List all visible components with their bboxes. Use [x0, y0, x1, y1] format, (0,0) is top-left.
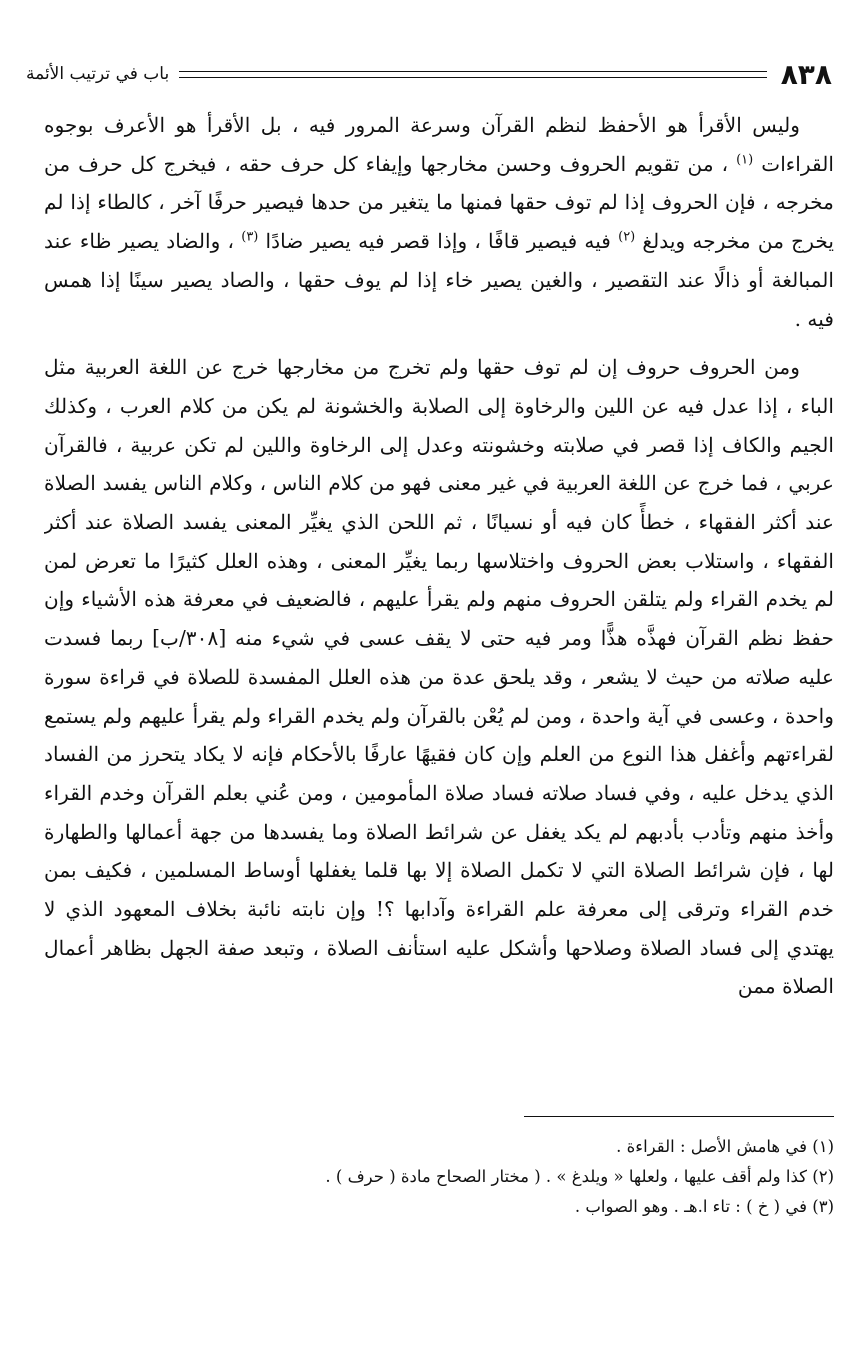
footnote-ref-3: (٣): [241, 229, 259, 245]
main-text: [44, 106, 834, 1096]
page-header: [26, 54, 832, 94]
footnote-1: (١) في هامش الأصل : القراءة .: [616, 1137, 834, 1156]
footnote-ref-2: (٢): [618, 229, 636, 245]
text-segment: فيه فيصير قافًا ، وإذا قصر فيه يصير ضادًا: [265, 229, 619, 254]
running-head: باب في ترتيب الأئمة: [26, 64, 170, 84]
footnotes: [44, 1132, 834, 1222]
paragraph-2: ومن الحروف حروف إن لم توف حقها ولم تخرج من مخارجها خرج عن اللغة العربية مثل الباء ، إذا عدل فيه عن اللين والرخاوة إلى الصلابة والخشونة لم يكن من كلام العرب ، وكذلك الجيم والكاف إذا قصر في صلابته وخشونته وعدل إلى الرخاوة واللين لم تكن عربية ، فالقرآن عربي ، فما خرج عن اللغة العربية في غير معنى فهو من كلام الناس ، وكلام الناس يفسد الصلاة عند أكثر الفقهاء ، خطأً كان فيه أو نسيانًا ، ثم اللحن الذي يغيِّر المعنى يفسد الصلاة عند أكثر الفقهاء ، واستلاب بعض الحروف واختلاسها ربما يغيِّر المعنى ، وهذه العلل كثيرًا ما تعرض لمن لم يخدم القراء ولم يتلقن الحروف منهم ولم يقرأ عليهم ، فالضعيف في معرفة هذه الأشياء وإن حفظ نظم القرآن فهذَّه هذًّا ومر فيه حتى لا يقف عسى في شيء منه [٣٠٨/ب] ربما فسدت عليه صلاته من حيث لا يشعر ، وقد يلحق عدة من هذه العلل المفسدة للصلاة في قراءة سورة واحدة ، وعسى في آية واحدة ، ومن لم يُعْن بالقرآن ولم يخدم القراء ولم يقرأ عليهم ولم يستمع لقراءتهم وأغفل هذا النوع من العلم وإن كان فقيهًا عارفًا بالأحكام فإنه لا يكاد يتحرز من الفساد الذي يدخل عليه ، وفي فساد صلاته فساد صلاة المأمومين ، ومن عُني بعلم القرآن وخدم القراء وأخذ منهم وتأدب بأدبهم لم يكد يغفل عن شرائط الصلاة وما يفسدها من جهة أعمالها والطهارة لها ، فإن شرائط الصلاة التي لا تكمل الصلاة إلا بها قلما يغفلها أوساط المسلمين ، فكيف بمن خدم القراء وترقى إلى معرفة علم القراءة وآدابها ؟! وإن نابته نائبة بخلاف المعهود الذي لا يهتدي إلى فساد الصلاة وصلاحها وأشكل عليه استأنف الصلاة ، وتبعد صفة الجهل بظاهر أعمال الصلاة ممن: [44, 355, 834, 999]
text-segment: ، من تقويم الحروف وحسن مخارجها وإيفاء كل حرف حقه ، فيخرج كل حرف من مخرجه ، فإن الحروف إذا لم توف حقها فمنها ما يتغير من حدها فيصير حرفًا آخر ، كالطاء إذا لم يخرج من مخرجه ويدلغ: [44, 151, 834, 254]
text-segment: ، والضاد يصير ظاء عند المبالغة أو ذالًا عند التقصير ، والغين يصير خاء إذا لم يوف حقها ، والصاد يصير سينًا إذا همس فيه .: [44, 229, 834, 331]
page-number: ٨٣٨: [780, 57, 832, 91]
footnote-2: (٢) كذا ولم أقف عليها ، ولعلها « ويلدغ » . ( مختار الصحاح مادة ( حرف ) .: [325, 1167, 834, 1186]
text-segment: وليس الأقرأ هو الأحفظ لنظم القرآن وسرعة المرور فيه ، بل الأقرأ هو الأعرف بوجوه القراءات: [44, 113, 834, 176]
paragraph-1: [44, 106, 834, 338]
footnote-ref-1: (١): [736, 151, 754, 167]
header-double-rule: [179, 71, 767, 78]
footnote-separator: [524, 1116, 834, 1117]
footnote-3: (٣) في ( خ ) : تاء ا.هـ . وهو الصواب .: [574, 1197, 834, 1216]
